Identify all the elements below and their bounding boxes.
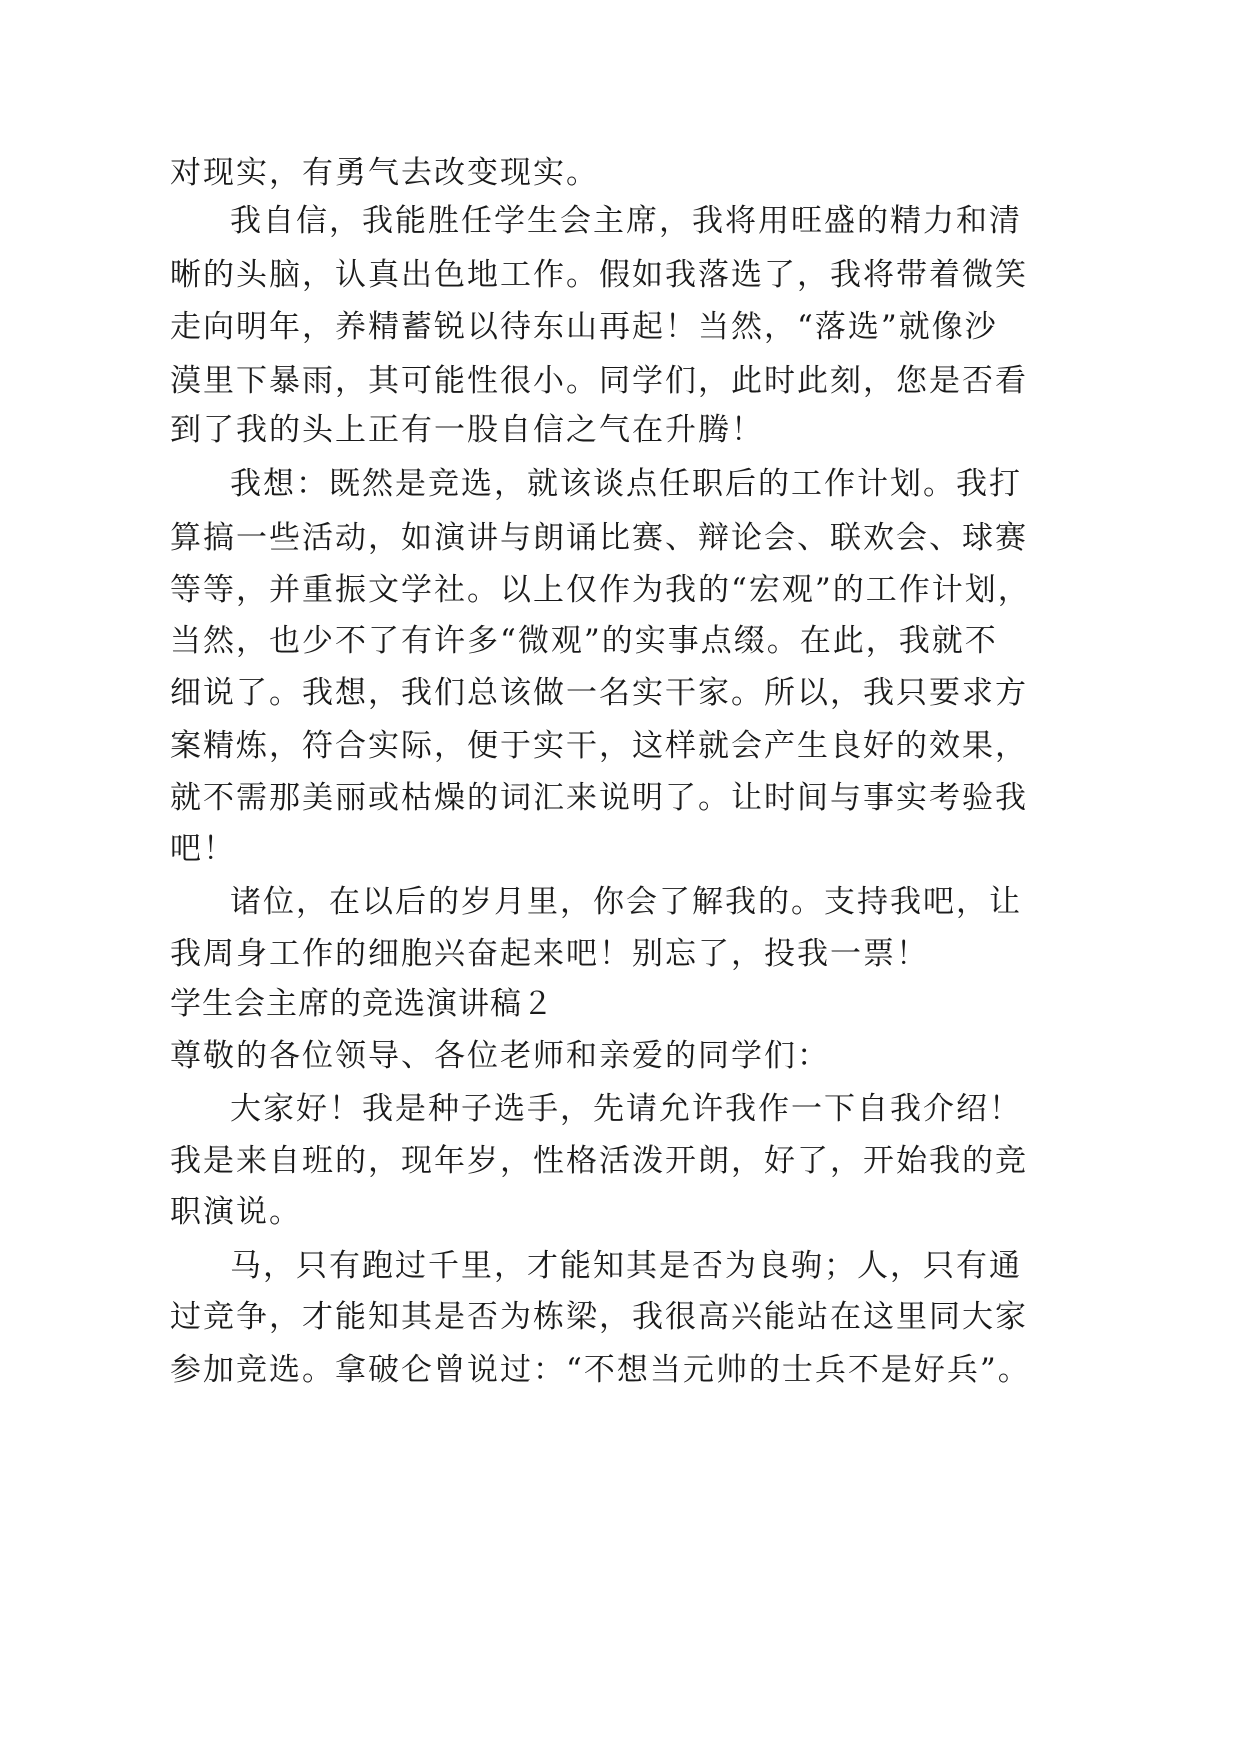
text-line-16: 我周身工作的细胞兴奋起来吧！别忘了，投我一票！ (170, 936, 929, 972)
text-line-21: 职演说。 (170, 1194, 302, 1230)
text-line-10: 当然，也少不了有许多“微观”的实事点缀。在此，我就不 (170, 623, 998, 659)
text-line-23: 过竞争，才能知其是否为栋梁，我很高兴能站在这里同大家 (170, 1299, 1028, 1335)
text-line-24: 参加竞选。拿破仑曾说过：“不想当元帅的士兵不是好兵”。 (170, 1352, 1031, 1388)
text-line-5: 漠里下暴雨，其可能性很小。同学们，此时此刻，您是否看 (170, 363, 1028, 399)
text-line-15: 诸位，在以后的岁月里，你会了解我的。支持我吧，让 (230, 884, 1022, 920)
text-line-7: 我想：既然是竞选，就该谈点任职后的工作计划。我打 (230, 466, 1022, 502)
text-line-3: 晰的头脑，认真出色地工作。假如我落选了，我将带着微笑 (170, 257, 1028, 293)
text-line-14: 吧！ (170, 831, 236, 867)
text-line-19: 大家好！我是种子选手，先请允许我作一下自我介绍！ (230, 1091, 1022, 1127)
text-line-22: 马，只有跑过千里，才能知其是否为良驹；人，只有通 (230, 1248, 1022, 1284)
text-line-13: 就不需那美丽或枯燥的词汇来说明了。让时间与事实考验我 (170, 780, 1028, 816)
text-line-1: 对现实，有勇气去改变现实。 (170, 155, 599, 191)
text-line-4: 走向明年，养精蓄锐以待东山再起！当然，“落选”就像沙 (170, 309, 998, 345)
text-line-12: 案精炼，符合实际，便于实干，这样就会产生良好的效果， (170, 728, 1028, 764)
section-heading: 学生会主席的竞选演讲稿２ (170, 986, 554, 1022)
text-line-11: 细说了。我想，我们总该做一名实干家。所以，我只要求方 (170, 675, 1028, 711)
text-line-2: 我自信，我能胜任学生会主席，我将用旺盛的精力和清 (230, 203, 1022, 239)
text-line-20: 我是来自班的，现年岁，性格活泼开朗，好了，开始我的竞 (170, 1143, 1028, 1179)
salutation-line: 尊敬的各位领导、各位老师和亲爱的同学们： (170, 1038, 830, 1074)
text-line-8: 算搞一些活动，如演讲与朗诵比赛、辩论会、联欢会、球赛 (170, 520, 1028, 556)
text-line-6: 到了我的头上正有一股自信之气在升腾！ (170, 412, 764, 448)
text-line-9: 等等，并重振文学社。以上仅作为我的“宏观”的工作计划， (170, 572, 1031, 608)
